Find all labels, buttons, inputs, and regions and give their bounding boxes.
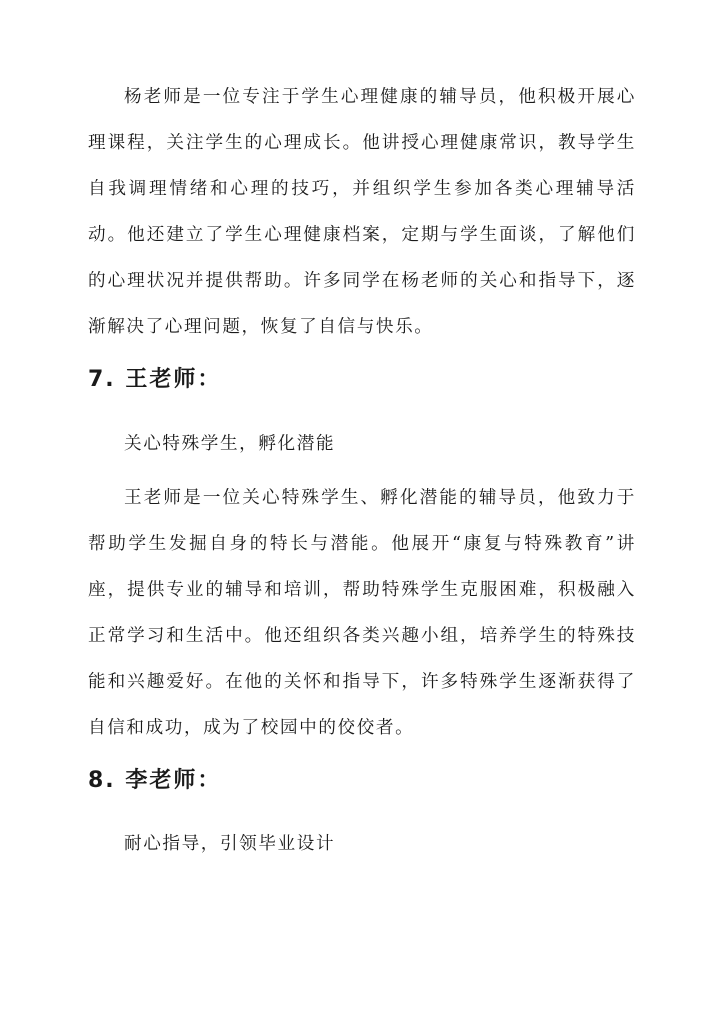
paragraph-yang-teacher: 杨老师是一位专注于学生心理健康的辅导员，他积极开展心理课程，关注学生的心理成长。他讲授心理健康常识，教导学生自我调理情绪和心理的技巧，并组织学生参加各类心理辅导活动。他还建立了学生心理健康档案，定期与学生面谈，了解他们的心理状况并提供帮助。许多同学在杨老师的关心和指导下，逐渐解决了心理问题，恢复了自信与快乐。 (88, 87, 636, 337)
section-subtitle-7: 关心特殊学生，孵化潜能 (124, 434, 336, 454)
section-subtitle-8: 耐心指导，引领毕业设计 (124, 834, 336, 854)
section-heading-7: 7. 王老师： (88, 367, 222, 392)
section-heading-8: 8. 李老师： (88, 768, 222, 793)
paragraph-wang-teacher: 王老师是一位关心特殊学生、孵化潜能的辅导员，他致力于帮助学生发掘自身的特长与潜能。他展开“康复与特殊教育”讲座，提供专业的辅导和培训，帮助特殊学生克服困难，积极融入正常学习和生活中。他还组织各类兴趣小组，培养学生的特殊技能和兴趣爱好。在他的关怀和指导下，许多特殊学生逐渐获得了自信和成功，成为了校园中的佼佼者。 (88, 488, 636, 738)
